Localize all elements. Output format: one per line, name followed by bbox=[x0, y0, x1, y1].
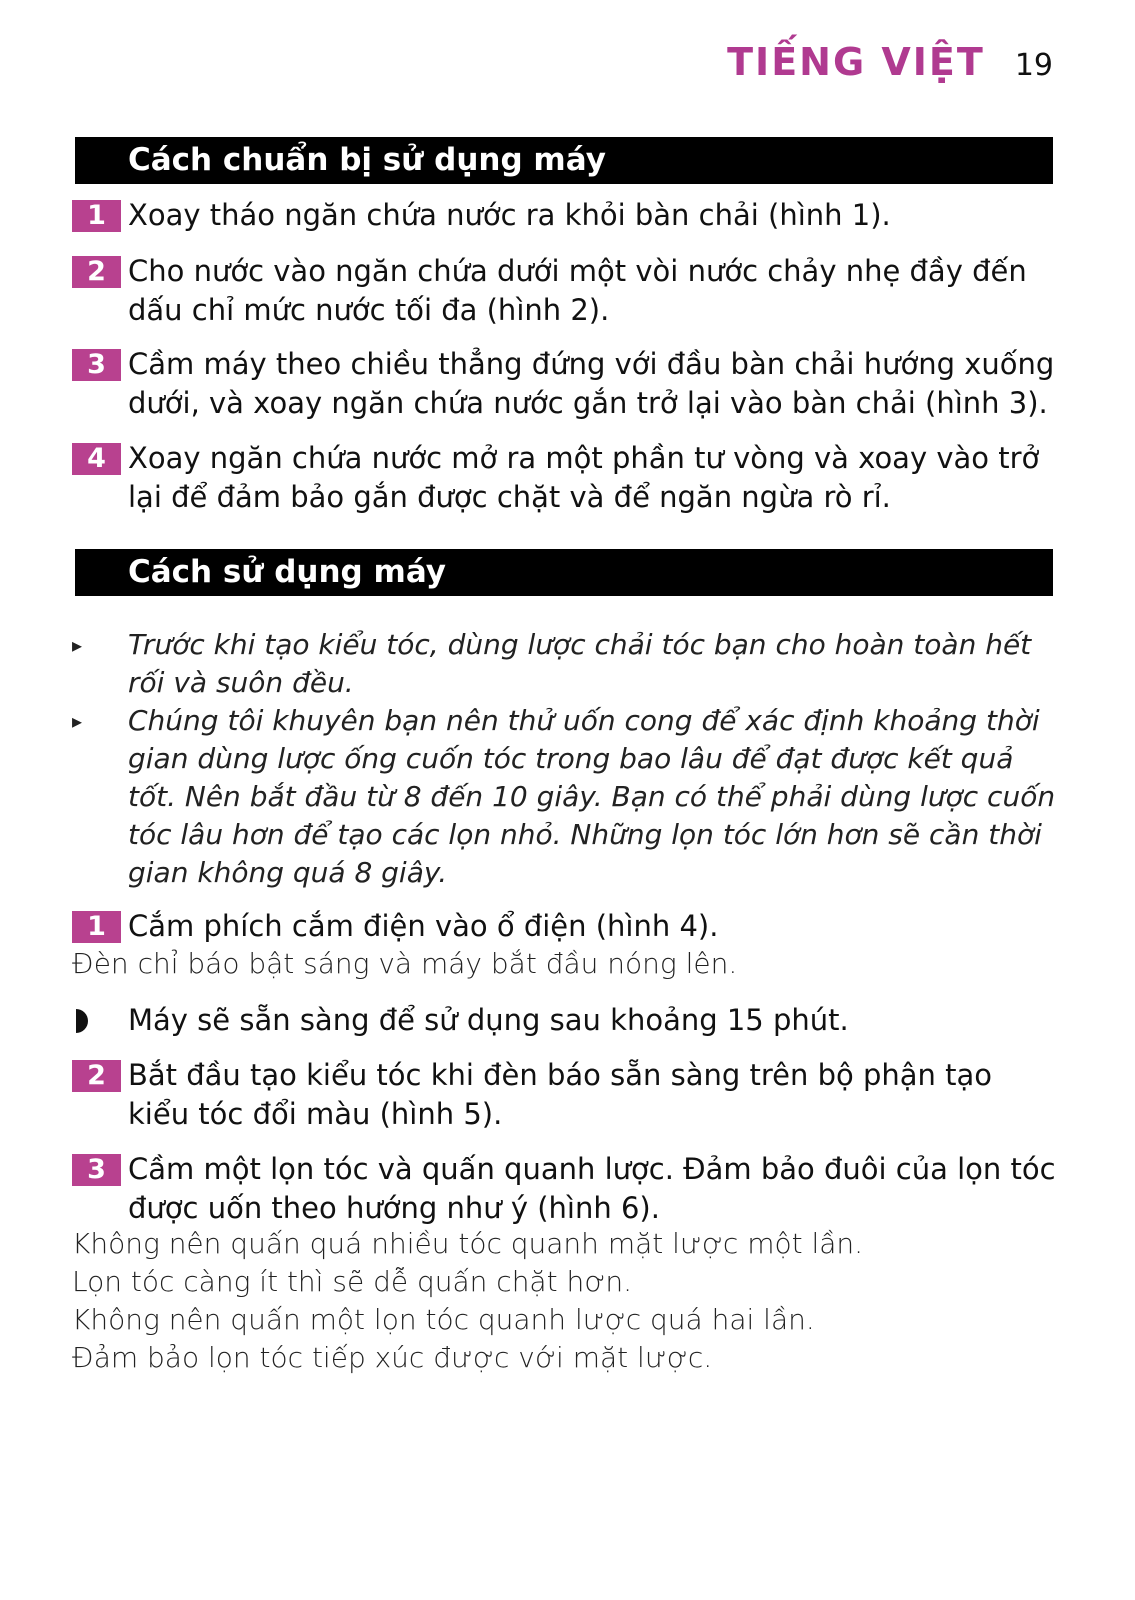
step-number: 1 bbox=[72, 911, 121, 943]
step-number: 4 bbox=[72, 443, 121, 475]
tip-text: Trước khi tạo kiểu tóc, dùng lược chải tóc bạn cho hoàn toàn hết rối và suôn đều. bbox=[128, 628, 1032, 699]
step-text: Xoay ngăn chứa nước mở ra một phần tư vòng và xoay vào trở lại để đảm bảo gắn được chặt và để ngăn ngừa rò rỉ. bbox=[128, 441, 1040, 514]
step-note: Đèn chỉ báo bật sáng và máy bắt đầu nóng lên. bbox=[72, 947, 738, 980]
step-number: 3 bbox=[72, 349, 121, 381]
step-text: Bắt đầu tạo kiểu tóc khi đèn báo sẵn sàng trên bộ phận tạo kiểu tóc đổi màu (hình 5). bbox=[128, 1058, 993, 1131]
step-note: Đảm bảo lọn tóc tiếp xúc được với mặt lược. bbox=[72, 1341, 713, 1374]
triangle-bullet-icon: ▸ bbox=[72, 633, 83, 657]
step-number: 3 bbox=[72, 1154, 121, 1186]
section-heading-preparing: Cách chuẩn bị sử dụng máy bbox=[75, 137, 1053, 184]
use-step-1 bbox=[72, 907, 1062, 946]
step-number: 1 bbox=[72, 200, 121, 232]
half-circle-icon bbox=[74, 1007, 92, 1035]
step-note: Không nên quấn quá nhiều tóc quanh mặt lược một lần. bbox=[72, 1227, 864, 1260]
step-note: Lọn tóc càng ít thì sẽ dễ quấn chặt hơn. bbox=[72, 1265, 633, 1298]
prep-step-1 bbox=[72, 196, 1062, 235]
tip-text: Chúng tôi khuyên bạn nên thử uốn cong để xác định khoảng thời gian dùng lược ống cuốn tóc trong bao lâu để đạt được kết quả tốt. Nên bắt đầu từ 8 đến 10 giây. Bạn có thể phải dùng lược cuốn tóc lâu hơn để tạo các lọn nhỏ. Những lọn tóc lớn hơn sẽ cần thời gian không quá 8 giây. bbox=[128, 704, 1056, 889]
page-number: 19 bbox=[1014, 48, 1053, 83]
language-label: TIẾNG VIỆT bbox=[727, 40, 985, 84]
prep-step-3 bbox=[72, 345, 1062, 422]
result-line bbox=[72, 1001, 1062, 1040]
page-header bbox=[0, 40, 1053, 84]
prep-step-4 bbox=[72, 439, 1062, 516]
tip-bullet-2 bbox=[72, 702, 1062, 892]
step-number: 2 bbox=[72, 1060, 121, 1092]
use-step-2 bbox=[72, 1056, 1062, 1133]
triangle-bullet-icon: ▸ bbox=[72, 709, 83, 733]
step-text: Cầm một lọn tóc và quấn quanh lược. Đảm bảo đuôi của lọn tóc được uốn theo hướng như ý (hình 6). bbox=[128, 1152, 1056, 1225]
step-note: Không nên quấn một lọn tóc quanh lược quá hai lần. bbox=[72, 1303, 815, 1336]
step-number: 2 bbox=[72, 256, 121, 288]
step-text: Cho nước vào ngăn chứa dưới một vòi nước chảy nhẹ đầy đến dấu chỉ mức nước tối đa (hình 2). bbox=[128, 254, 1027, 327]
use-step-3 bbox=[72, 1150, 1062, 1227]
step-text: Xoay tháo ngăn chứa nước ra khỏi bàn chải (hình 1). bbox=[128, 198, 891, 232]
step-text: Cầm máy theo chiều thẳng đứng với đầu bàn chải hướng xuống dưới, và xoay ngăn chứa nước gắn trở lại vào bàn chải (hình 3). bbox=[128, 347, 1055, 420]
prep-step-2 bbox=[72, 252, 1062, 329]
step-text: Cắm phích cắm điện vào ổ điện (hình 4). bbox=[128, 909, 719, 943]
section-heading-using: Cách sử dụng máy bbox=[75, 549, 1053, 596]
result-text: Máy sẽ sẵn sàng để sử dụng sau khoảng 15 phút. bbox=[128, 1003, 849, 1037]
tip-bullet-1 bbox=[72, 626, 1062, 702]
